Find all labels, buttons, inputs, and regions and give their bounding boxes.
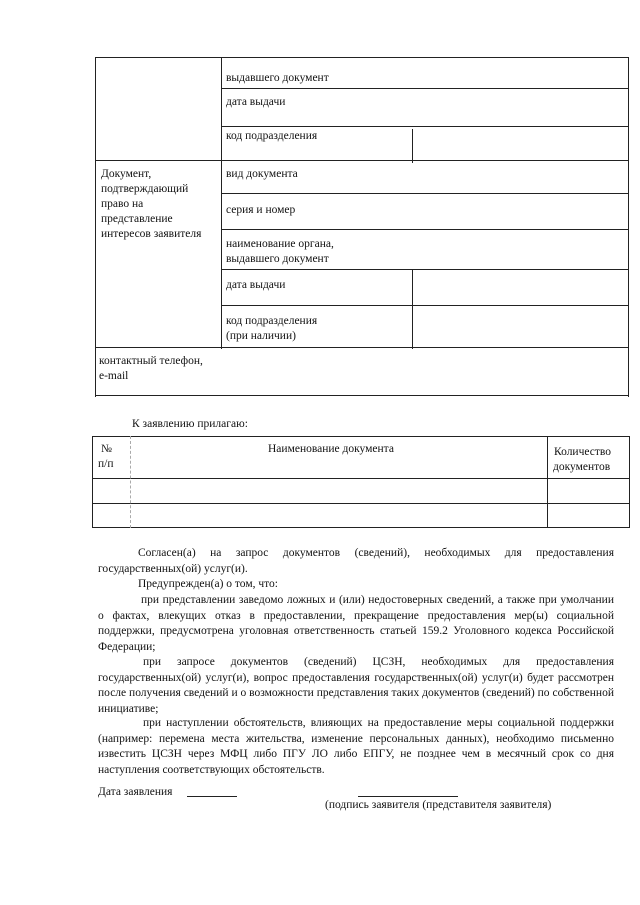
- representation-doc-label-5: интересов заявителя: [101, 228, 202, 240]
- representation-doc-label-4: представление: [101, 213, 173, 225]
- col-number-header-1: №: [101, 443, 112, 455]
- col-qty-header-1: Количество: [554, 446, 611, 458]
- col-qty-header-2: документов: [553, 461, 611, 473]
- cell-issuer-label: выдавшего документ: [226, 72, 329, 84]
- contact-email-label: e-mail: [99, 370, 129, 382]
- cell-division-code-2-label-2: (при наличии): [226, 330, 296, 342]
- application-date-label: Дата заявления: [98, 786, 173, 798]
- warning-intro: Предупрежден(а) о том, что:: [138, 578, 278, 590]
- warning-false-info: при представлении заведомо ложных и (или) недостоверных сведений, а также при умолчании о фактах, влекущих отказ в предоставлении, прекращение предоставления мер(ы) социальной поддержки, предусмотрена уголовная ответственность статьей 159.2 Уголовного кодекса Российской Федерации;: [98, 594, 614, 653]
- cell-issue-date-2-label: дата выдачи: [226, 279, 286, 291]
- attachments-intro: К заявлению прилагаю:: [132, 418, 248, 430]
- col-number-header-2: п/п: [98, 458, 114, 470]
- cell-doc-type-label: вид документа: [226, 168, 298, 180]
- warning-document-request: при запросе документов (сведений) ЦСЗН, необходимых для предоставления государственных(ой) услуг(и), вопрос предоставления государственных(ой) услуг(и) будет рассмотрен после получения сведений и о возможности представления таких документов (сведений) по собственной инициативе;: [98, 656, 614, 715]
- application-date-line[interactable]: [187, 796, 237, 797]
- representation-doc-label-2: подтверждающий: [101, 183, 189, 195]
- cell-division-code-label: код подразделения: [226, 130, 318, 142]
- cell-division-code-2-label-1: код подразделения: [226, 315, 318, 327]
- cell-authority-label-2: выдавшего документ: [226, 253, 329, 265]
- representation-doc-label-1: Документ,: [101, 168, 152, 180]
- warning-circumstances: при наступлении обстоятельств, влияющих на предоставление меры социальной поддержки (например: перемена места жительства, изменение персональных данных), необходимо письменно известить ЦСЗН через МФЦ либо ПГУ ЛО либо ЕПГУ, не позднее чем в месячный срок со дня наступления соответствующих обстоятельств.: [98, 717, 614, 776]
- representation-doc-label-3: право на: [101, 198, 144, 210]
- signature-line[interactable]: [358, 796, 458, 797]
- cell-authority-label-1: наименование органа,: [226, 238, 334, 250]
- contact-phone-label: контактный телефон,: [99, 355, 203, 367]
- cell-issue-date-label: дата выдачи: [226, 96, 286, 108]
- consent-paragraph: Согласен(а) на запрос документов (сведений), необходимых для предоставления государственных(ой) услуг(и).: [98, 547, 614, 575]
- cell-series-number-label: серия и номер: [226, 204, 296, 216]
- col-name-header: Наименование документа: [268, 443, 394, 455]
- signature-caption: (подпись заявителя (представителя заявителя): [325, 799, 552, 811]
